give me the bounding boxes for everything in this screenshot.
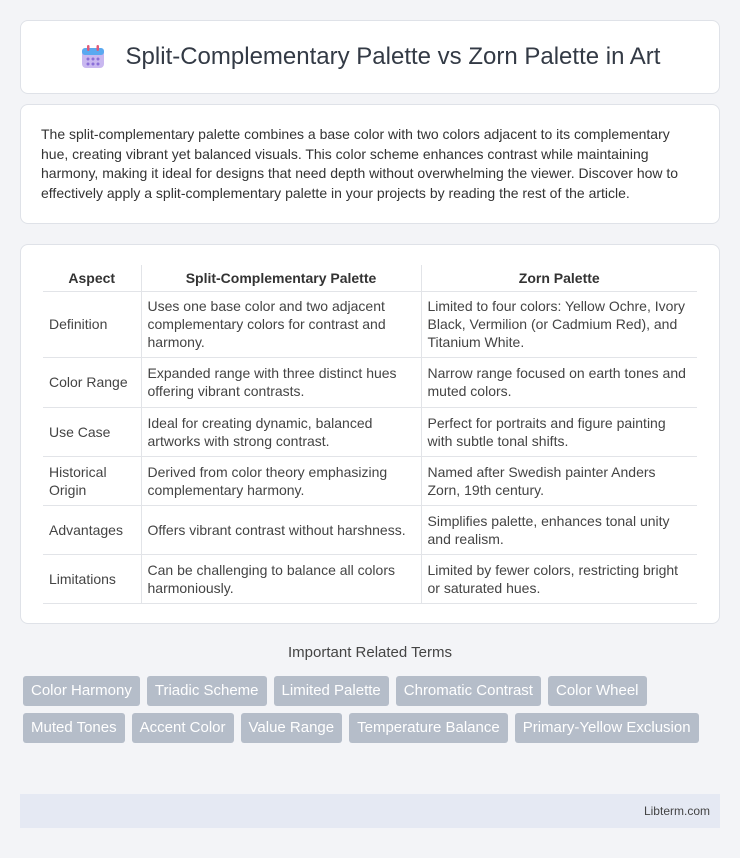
tag-accent-color[interactable]: Accent Color	[132, 713, 234, 743]
row-zorn-value: Narrow range focused on earth tones and muted colors.	[421, 357, 697, 407]
page-title: Split-Complementary Palette vs Zorn Palette in Art	[125, 43, 661, 70]
header-zorn: Zorn Palette	[421, 265, 697, 291]
header-card	[20, 20, 720, 94]
header-inner	[80, 43, 661, 71]
row-aspect: Color Range	[43, 357, 141, 407]
row-split-value: Ideal for creating dynamic, balanced artworks with strong contrast.	[141, 407, 421, 456]
row-split-value: Uses one base color and two adjacent complementary colors for contrast and harmony.	[141, 291, 421, 357]
row-zorn-value: Simplifies palette, enhances tonal unity and realism.	[421, 505, 697, 554]
row-zorn-value: Named after Swedish painter Anders Zorn, 19th century.	[421, 456, 697, 505]
tag-color-harmony[interactable]: Color Harmony	[23, 676, 140, 706]
intro-card	[20, 104, 720, 224]
table-row	[43, 554, 697, 603]
row-zorn-value: Limited to four colors: Yellow Ochre, Ivory Black, Vermilion (or Cadmium Red), and Titanium White.	[421, 291, 697, 357]
table-row	[43, 291, 697, 357]
footer	[20, 794, 720, 828]
tag-muted-tones[interactable]: Muted Tones	[23, 713, 125, 743]
tag-color-wheel[interactable]: Color Wheel	[548, 676, 647, 706]
row-aspect: Use Case	[43, 407, 141, 456]
comparison-table-card	[20, 244, 720, 624]
header-split-complementary: Split-Complementary Palette	[141, 265, 421, 291]
table-row	[43, 357, 697, 407]
intro-text: The split-complementary palette combines a base color with two colors adjacent to its complementary hue, creating vibrant yet balanced visuals. This color scheme enhances contrast while maintaining harmony, making it ideal for designs that need depth without overwhelming the viewer. Discover how to effectively apply a split-complementary palette in your projects by reading the rest of the article.	[41, 126, 679, 201]
calendar-icon	[80, 44, 106, 70]
tag-triadic-scheme[interactable]: Triadic Scheme	[147, 676, 267, 706]
header-aspect: Aspect	[43, 265, 141, 291]
table-row	[43, 505, 697, 554]
table-header-row	[43, 265, 697, 291]
footer-brand-link[interactable]: Libterm.com	[643, 804, 710, 818]
row-aspect: Advantages	[43, 505, 141, 554]
comparison-table	[43, 265, 697, 604]
tag-value-range[interactable]: Value Range	[241, 713, 343, 743]
related-terms-title: Important Related Terms	[288, 644, 452, 661]
row-split-value: Expanded range with three distinct hues offering vibrant contrasts.	[141, 357, 421, 407]
row-split-value: Offers vibrant contrast without harshness.	[141, 505, 421, 554]
tag-limited-palette[interactable]: Limited Palette	[274, 676, 389, 706]
tag-chromatic-contrast[interactable]: Chromatic Contrast	[396, 676, 541, 706]
row-aspect: Historical Origin	[43, 456, 141, 505]
row-split-value: Can be challenging to balance all colors harmoniously.	[141, 554, 421, 603]
row-zorn-value: Limited by fewer colors, restricting bright or saturated hues.	[421, 554, 697, 603]
table-row	[43, 407, 697, 456]
tag-primary-yellow-exclusion[interactable]: Primary-Yellow Exclusion	[515, 713, 699, 743]
row-aspect: Definition	[43, 291, 141, 357]
row-aspect: Limitations	[43, 554, 141, 603]
tag-temperature-balance[interactable]: Temperature Balance	[349, 713, 508, 743]
table-row	[43, 456, 697, 505]
related-terms-tags	[23, 676, 723, 743]
row-split-value: Derived from color theory emphasizing complementary harmony.	[141, 456, 421, 505]
row-zorn-value: Perfect for portraits and figure painting with subtle tonal shifts.	[421, 407, 697, 456]
